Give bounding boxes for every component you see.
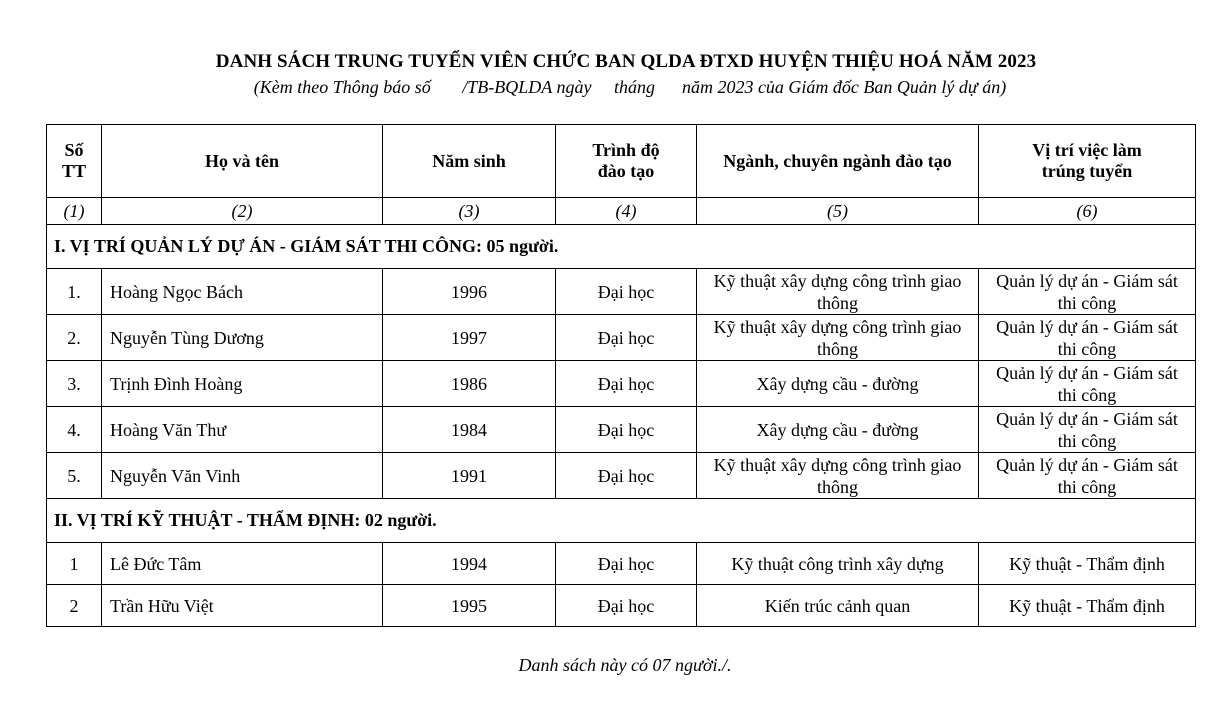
cell-level: Đại học [556,543,697,585]
header-row [47,125,1196,198]
cell-year: 1996 [383,269,556,315]
header-name: Họ và tên [102,125,383,198]
cell-stt: 1. [47,269,102,315]
cell-position: Quản lý dự án - Giám sát thi công [979,453,1196,499]
table-row [47,543,1196,585]
cell-year: 1994 [383,543,556,585]
header-position: Vị trí việc làm trúng tuyển [979,125,1196,198]
header-stt: Số TT [47,125,102,198]
header-level: Trình độ đào tạo [556,125,697,198]
cell-level: Đại học [556,453,697,499]
cell-major: Kỹ thuật xây dựng công trình giao thông [697,453,979,499]
cell-level: Đại học [556,407,697,453]
cell-stt: 2 [47,585,102,627]
cell-name: Hoàng Văn Thư [102,407,383,453]
cell-level: Đại học [556,585,697,627]
cell-major: Xây dựng cầu - đường [697,361,979,407]
cell-major: Kỹ thuật xây dựng công trình giao thông [697,269,979,315]
cell-stt: 5. [47,453,102,499]
cell-name: Nguyễn Tùng Dương [102,315,383,361]
section-row [47,499,1196,543]
cell-major: Xây dựng cầu - đường [697,407,979,453]
cell-year: 1991 [383,453,556,499]
cell-major: Kỹ thuật công trình xây dựng [697,543,979,585]
header-major: Ngành, chuyên ngành đào tạo [697,125,979,198]
cell-stt: 2. [47,315,102,361]
table-row [47,269,1196,315]
cell-year: 1984 [383,407,556,453]
cell-level: Đại học [556,315,697,361]
table-row [47,585,1196,627]
table-row [47,407,1196,453]
cell-major: Kỹ thuật xây dựng công trình giao thông [697,315,979,361]
section-row [47,225,1196,269]
header-year: Năm sinh [383,125,556,198]
cell-name: Nguyễn Văn Vinh [102,453,383,499]
cell-name: Lê Đức Tâm [102,543,383,585]
document-footer: Danh sách này có 07 người./. [518,655,732,675]
column-number: (5) [697,198,979,225]
section-title: II. VỊ TRÍ KỸ THUẬT - THẨM ĐỊNH: 02 người. [47,499,1196,543]
cell-year: 1986 [383,361,556,407]
cell-position: Quản lý dự án - Giám sát thi công [979,315,1196,361]
cell-name: Trần Hữu Việt [102,585,383,627]
cell-name: Trịnh Đình Hoàng [102,361,383,407]
column-number: (1) [47,198,102,225]
column-number: (6) [979,198,1196,225]
document-subtitle: (Kèm theo Thông báo số /TB-BQLDA ngày tháng năm 2023 của Giám đốc Ban Quản lý dự án) [253,77,1007,97]
section-title: I. VỊ TRÍ QUẢN LÝ DỰ ÁN - GIÁM SÁT THI CÔNG: 05 người. [47,225,1196,269]
cell-level: Đại học [556,361,697,407]
cell-stt: 1 [47,543,102,585]
document-title: DANH SÁCH TRUNG TUYỂN VIÊN CHỨC BAN QLDA ĐTXD HUYỆN THIỆU HOÁ NĂM 2023 [215,51,1037,72]
column-number: (3) [383,198,556,225]
table-row [47,315,1196,361]
cell-year: 1995 [383,585,556,627]
cell-stt: 3. [47,361,102,407]
cell-year: 1997 [383,315,556,361]
column-number: (2) [102,198,383,225]
column-number-row [47,198,1196,225]
cell-position: Quản lý dự án - Giám sát thi công [979,269,1196,315]
recruitment-table [46,124,1196,627]
cell-level: Đại học [556,269,697,315]
cell-position: Quản lý dự án - Giám sát thi công [979,361,1196,407]
cell-position: Kỹ thuật - Thẩm định [979,585,1196,627]
cell-major: Kiến trúc cảnh quan [697,585,979,627]
cell-position: Quản lý dự án - Giám sát thi công [979,407,1196,453]
table-row [47,453,1196,499]
cell-name: Hoàng Ngọc Bách [102,269,383,315]
cell-stt: 4. [47,407,102,453]
table-row [47,361,1196,407]
cell-position: Kỹ thuật - Thẩm định [979,543,1196,585]
column-number: (4) [556,198,697,225]
